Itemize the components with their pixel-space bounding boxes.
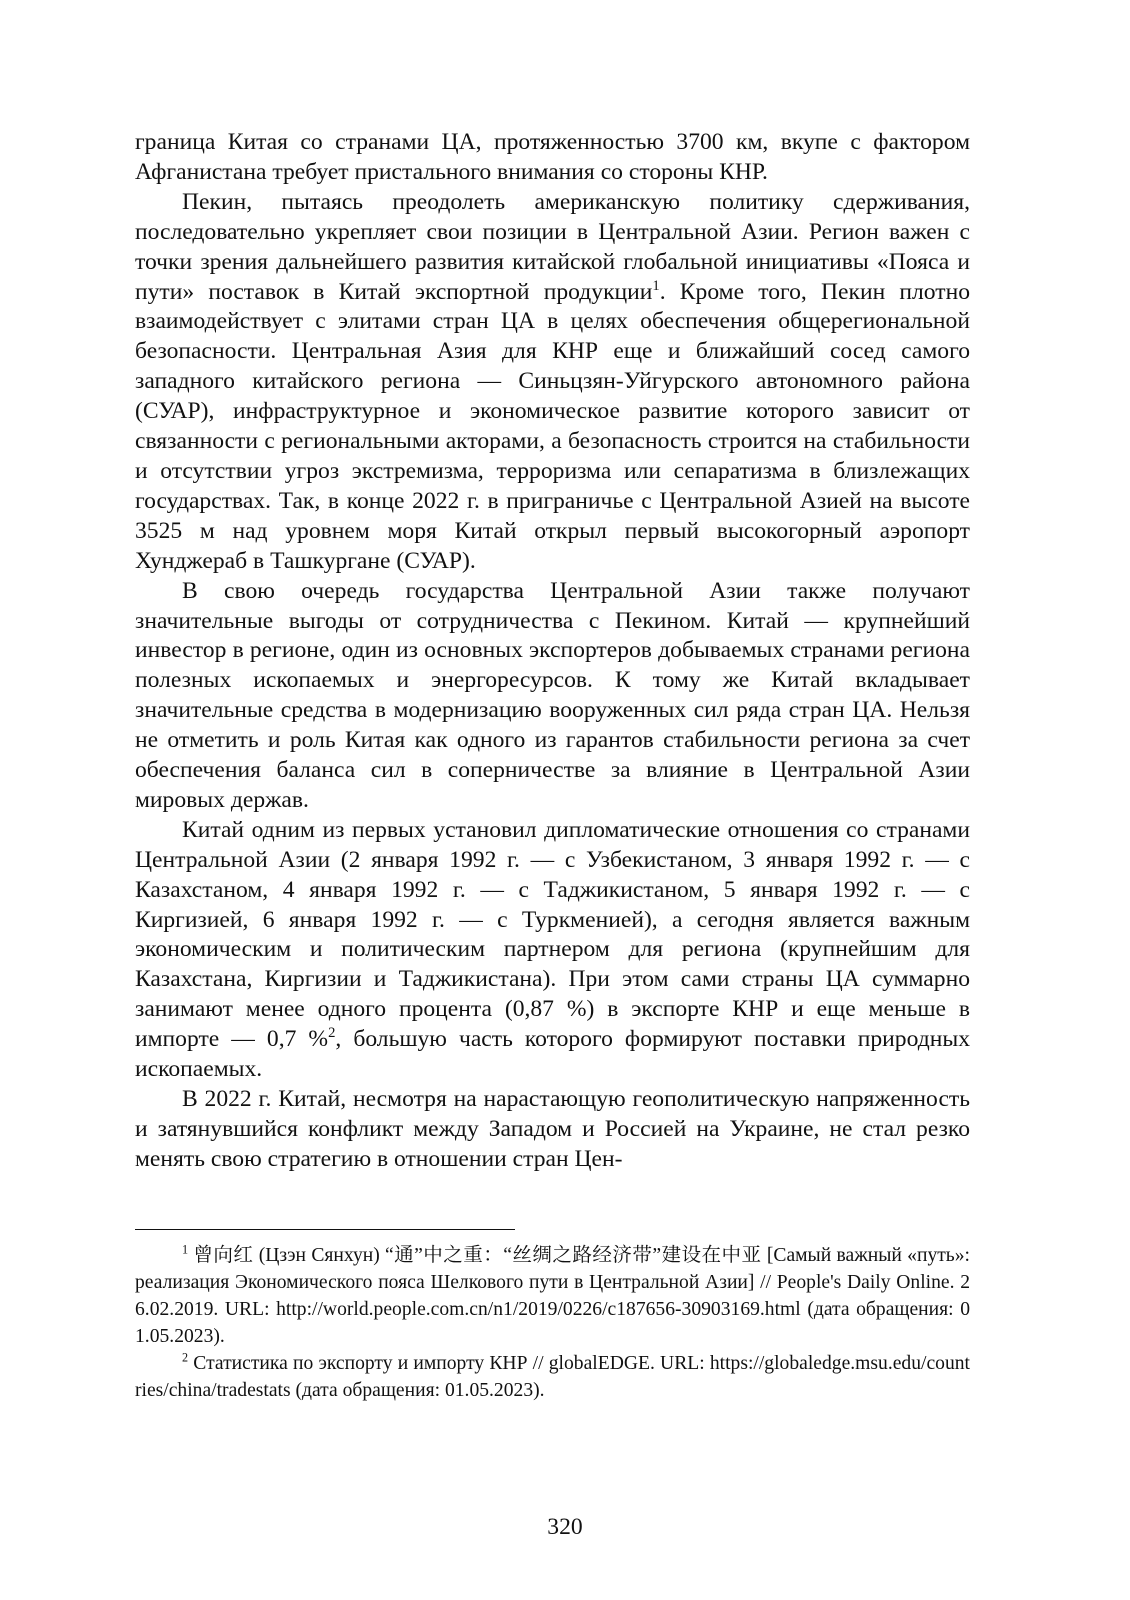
paragraph: В 2022 г. Китай, несмотря на нарастающую геополитическую напряженность и затянувшийся конфликт между Западом и Россией на Украине, не стал резко менять свою стратегию в отношении стран Цен- [135,1086,970,1172]
footnote-ref[interactable]: 2 [328,1025,336,1042]
paragraph-text: Китай одним из первых установил дипломатические отношения со странами Центральной Азии (2 января 1992 г. — с Узбекистаном, 3 января 1992 г. — с Казахстаном, 4 января 1992 г. — с Таджикистаном, 5 января 1992 г. — с Киргизией, 6 января 1992 г. — с Туркменией), а сегодня является важным экономическим и политическим партнером для региона (крупнейшим для Казахстана, Киргизии и Таджикистана). При этом сами страны ЦА суммарно занимают менее одного процента (0,87 %) в экспорте КНР и еще меньше в импорте — 0,7 % [135,816,970,1053]
footnote [135,1350,970,1404]
paragraph: В свою очередь государства Центральной Азии также получают значительные выгоды от сотрудничества с Пекином. Китай — крупнейший инвестор в регионе, один из основных экспортеров добываемых странами региона полезных ископаемых и энергоресурсов. К тому же Китай вкладывает значительные средства в модернизацию вооруженных сил ряда стран ЦА. Нельзя не отметить и роль Китая как одного из гарантов стабильности региона за счет обеспечения баланса сил в соперничестве за влияние в Центральной Азии мировых держав. [135,577,970,813]
paragraph-text: , большую часть которого формируют поставки природных ископаемых. [135,1026,970,1083]
footnote-mark: 2 [182,1350,189,1365]
page-body [135,128,970,1175]
footnotes [135,1242,970,1404]
footnote-text: 曾向红 (Цзэн Сянхун) “通”中之重：“丝绸之路经济带”建设在中亚 [Самый важный «путь»: реализация Экономического пояса Шелкового пути в Центральной Азии] // People's Daily Online. 26.02.2019. URL: http://world.people.com.cn/n1/2019/0226/c187656-30903169.html (дата обращения: 01.05.2023). [135,1245,970,1347]
page-number: 320 [547,1514,583,1540]
paragraph: граница Китая со странами ЦА, протяженностью 3700 км, вкупе с фактором Афганистана требует пристального внимания со стороны КНР. [135,129,970,185]
paragraph-text: . Кроме того, Пекин плотно взаимодействует с элитами стран ЦА в целях обеспечения общерегиональной безопасности. Центральная Азия для КНР еще и ближайший сосед самого западного китайского региона — Синьцзян-Уйгурского автономного района (СУАР), инфраструктурное и экономическое развитие которого зависит от связанности с региональными акторами, а безопасность строится на стабильности и отсутствии угроз экстремизма, терроризма или сепаратизма в близлежащих государствах. Так, в конце 2022 г. в приграничье с Центральной Азией на высоте 3525 м над уровнем моря Китай открыл первый высокогорный аэропорт Хунджераб в Ташкургане (СУАР). [135,278,970,574]
footnote-mark: 1 [182,1242,189,1257]
main-text [135,128,970,1175]
footnote-ref[interactable]: 1 [652,277,660,294]
paragraph [135,188,970,577]
paragraph-text: Пекин, пытаясь преодолеть американскую политику сдерживания, последовательно укрепляет свои позиции в Центральной Азии. Регион важен с точки зрения дальнейшего развития китайской глобальной инициативы «Пояса и пути» поставок в Китай экспортной продукции [135,188,970,305]
footnote [135,1242,970,1350]
footnote-text: Статистика по экспорту и импорту КНР // globalEDGE. URL: https://globaledge.msu.edu/countries/china/tradestats (дата обращения: 01.05.2023). [135,1353,970,1401]
footnote-separator [135,1229,515,1230]
paragraph [135,816,970,1085]
